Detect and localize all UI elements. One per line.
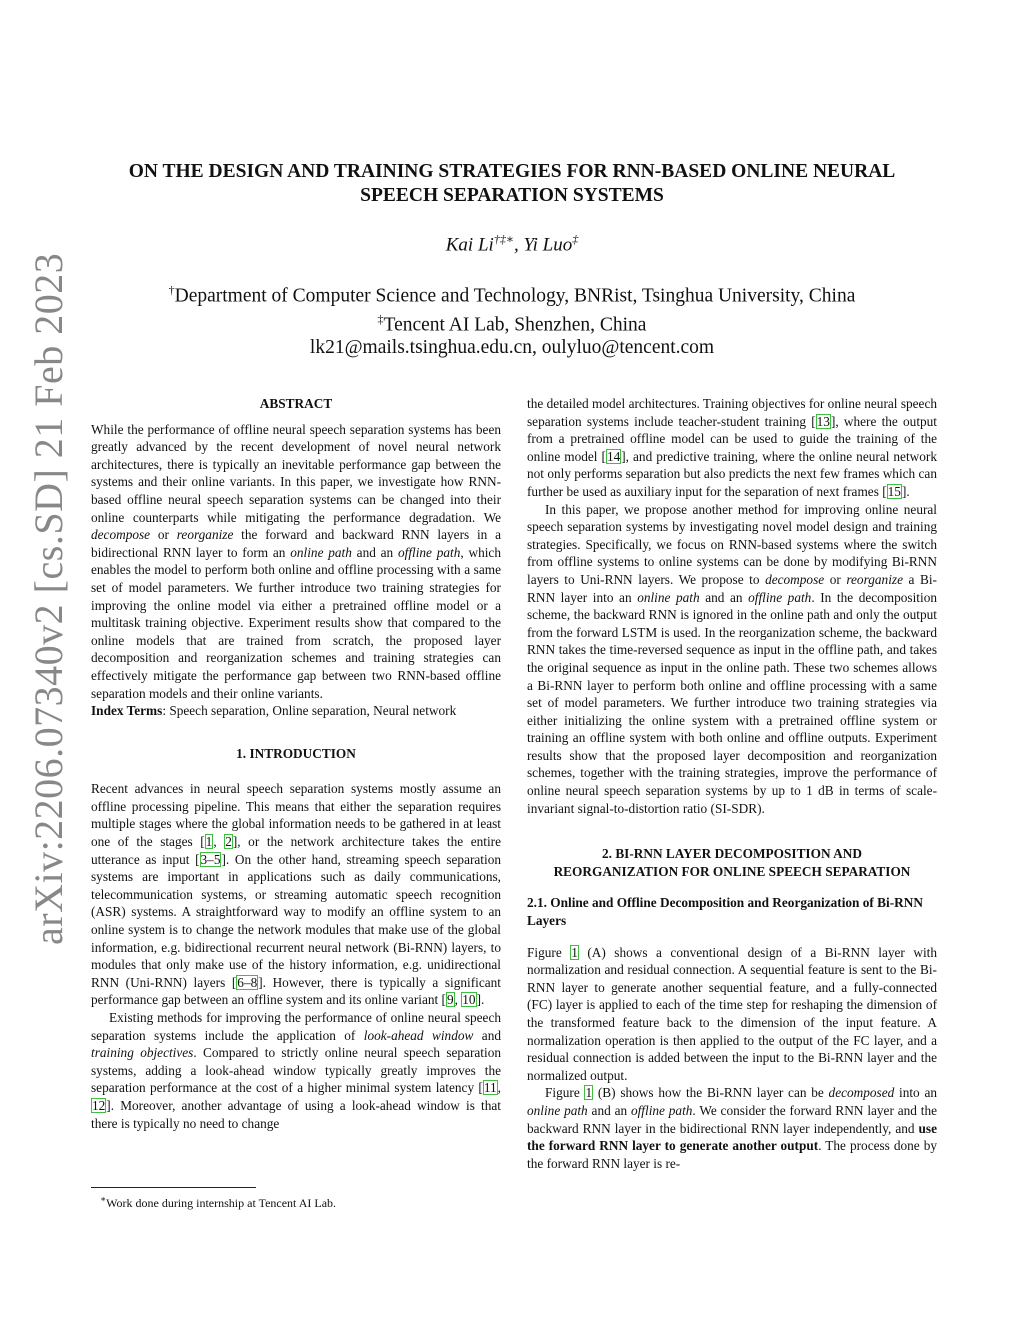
affiliation-2-text: Tencent AI Lab, Shenzhen, China xyxy=(383,314,647,335)
right-column xyxy=(527,395,937,1172)
citation-link[interactable]: 14 xyxy=(606,448,621,464)
author-1-marks: †‡∗ xyxy=(493,232,514,246)
author-2-marks: ‡ xyxy=(572,232,579,246)
author-emails: lk21@mails.tsinghua.edu.cn, oulyluo@tencent.com xyxy=(309,337,715,358)
affiliation-2 xyxy=(0,308,1024,337)
title-line-2: SPEECH SEPARATION SYSTEMS xyxy=(360,185,664,206)
section-2-heading xyxy=(527,845,937,880)
figure-link[interactable]: 1 xyxy=(571,944,578,960)
paper-title xyxy=(0,160,1024,208)
subsection-2-1-heading: 2.1. Online and Offline Decomposition and Reorganization of Bi-RNN Layers xyxy=(527,895,923,929)
author-2: Yi Luo xyxy=(523,234,573,256)
author-list xyxy=(0,232,1024,256)
section-2-paragraph-1: Figure 1 (A) shows a conventional design of a Bi-RNN layer with normalization and residual connection. A sequential feature is sent to the Bi-RNN layer to generate another sequential feature, and a fully-connected (FC) layer is applied to each of the time step for reshaping the dimension of the transformed feature back to the dimension of the input feature. A normalization operation is then applied to the output of the FC layer, and a residual connection is added between the input to the Bi-RNN layer and the normalized output. xyxy=(527,944,937,1083)
intro-paragraph-1: Recent advances in neural speech separation systems mostly assume an offline processing pipeline. This means that either the separation requires multiple stages where the global information needs to be gathered in at least one of the stages [1, 2], or the network architecture takes the entire utterance as input [3–5]. On the other hand, streaming speech separation systems are important in applications such as daily communications, telecommunication systems, or streaming automatic speech recognition (ASR) systems. A straightforward way to modify an offline system to an online system is to change the network modules that make use of the global information, e.g. bidirectional recurrent neural network (Bi-RNN) layers, to modules that only make use of the history information, e.g. unidirectional RNN (Uni-RNN) layers [6–8]. However, there is typically a significant performance gap between an offline system and its online variant [9, 10]. xyxy=(91,781,501,1008)
citation-link[interactable]: 2 xyxy=(225,834,232,850)
affiliations xyxy=(0,279,1024,359)
footnote-text: Work done during internship at Tencent AI Lab. xyxy=(106,1196,337,1210)
citation-link[interactable]: 3–5 xyxy=(200,851,221,867)
title-line-1: ON THE DESIGN AND TRAINING STRATEGIES FOR RNN-BASED ONLINE NEURAL xyxy=(128,161,896,182)
affiliation-2-mark: ‡ xyxy=(377,311,384,326)
intro-paragraph-2: Existing methods for improving the performance of online neural speech separation systems include the application of look-ahead window and training objectives. Compared to strictly online neural speech separation systems, adding a look-ahead window typically greatly improves the separation performance at the cost of a higher minimal system latency [11, 12]. Moreover, another advantage of using a look-ahead window is that there is typically no need to change xyxy=(91,1010,501,1131)
abstract-heading: ABSTRACT xyxy=(259,396,333,411)
footnote-rule xyxy=(91,1187,256,1188)
footnote-mark: ∗ xyxy=(100,1194,107,1204)
citation-link[interactable]: 15 xyxy=(887,483,901,499)
section-2-paragraph-2: Figure 1 (B) shows how the Bi-RNN layer can be decomposed into an online path and an offline path. We consider the forward RNN layer and the backward RNN layer in the bidirectional RNN layer independently, and use the forward RNN layer to generate another output. The process done by the forward RNN layer is re- xyxy=(527,1085,937,1171)
arxiv-stamp: arXiv:2206.07340v2 [cs.SD] 21 Feb 2023 xyxy=(26,252,71,945)
citation-link[interactable]: 12 xyxy=(92,1097,106,1113)
affiliation-1-mark: † xyxy=(168,283,175,297)
citation-link[interactable]: 1 xyxy=(205,834,213,850)
index-terms: Index Terms: Speech separation, Online separation, Neural network xyxy=(91,703,457,719)
author-separator: , xyxy=(513,234,524,256)
citation-link[interactable]: 11 xyxy=(483,1080,497,1096)
intro-paragraph-3: In this paper, we propose another method for improving online neural speech separation systems by investigating novel model design and training strategies. Specifically, we focus on RNN-based systems where the switch from offline systems to online systems can be done by modifying Bi-RNN layers to Uni-RNN layers. We propose to decompose or reorganize a Bi-RNN layer into an online path and an offline path. In the decomposition scheme, the backward RNN is ignored in the online path and only the output from the forward LSTM is used. In the reorganization scheme, the backward RNN takes the time-reversed sequence as input in the offline path, and takes the original sequence as input in the online path. These two schemes allows a Bi-RNN layer to perform both online and offline processing with a same set of model parameters. We further introduce two training strategies via either initializing the online system with a pretrained offline system or training an offline system with both online and offline outputs. Experiment results show that the proposed layer decomposition and reorganization schemes, together with the training strategies, improve the performance of online neural speech separation systems by up to 1 dB in terms of scale-invariant signal-to-distortion ratio (SI-SDR). xyxy=(527,501,937,816)
abstract-text: While the performance of offline neural speech separation systems has been greatly advanced by the recent development of novel neural network architectures, there is typically an inevitable performance gap between the systems and their online variants. In this paper, we investigate how RNN-based offline neural speech separation systems can be changed into their online counterparts while mitigating the performance degradation. We decompose or reorganize the forward and backward RNN layers in a bidirectional RNN layer to form an online path and an offline path, which enables the model to perform both online and offline processing with a same set of model parameters. We further introduce two training strategies for improving the online model via either a pretrained offline model or a multitask training objective. Experiment results show that compared to the online models that are trained from scratch, the proposed layer decomposition and reorganization schemes and training strategies can effectively mitigate the performance gap between two RNN-based offline separation models and their online variants. xyxy=(91,421,501,701)
affiliation-1 xyxy=(0,279,1024,308)
introduction-heading: 1. INTRODUCTION xyxy=(236,745,356,761)
section-2-heading-line-2: REORGANIZATION FOR ONLINE SPEECH SEPARATION xyxy=(553,863,911,879)
intro-paragraph-2-continued: the detailed model architectures. Training objectives for online neural speech separation systems include teacher-student training [13], where the output from a pretrained offline model can be used to guide the training of the online model [14], and predictive training, where the online neural network not only performs separation but also predicts the next few frames which can further be used as auxiliary input for the separation of next frames [15]. xyxy=(527,396,938,499)
citation-link[interactable]: 9 xyxy=(446,992,454,1008)
affiliation-1-text: Department of Computer Science and Technology, BNRist, Tsinghua University, China xyxy=(174,285,856,307)
footnote xyxy=(100,1194,336,1211)
figure-link[interactable]: 1 xyxy=(585,1085,593,1101)
citation-link[interactable]: 10 xyxy=(462,992,476,1008)
citation-link[interactable]: 6–8 xyxy=(237,974,258,990)
section-2-heading-line-1: 2. BI-RNN LAYER DECOMPOSITION AND xyxy=(602,846,862,862)
left-column xyxy=(91,395,501,1132)
citation-link[interactable]: 13 xyxy=(816,413,830,429)
author-1: Kai Li xyxy=(445,234,494,256)
